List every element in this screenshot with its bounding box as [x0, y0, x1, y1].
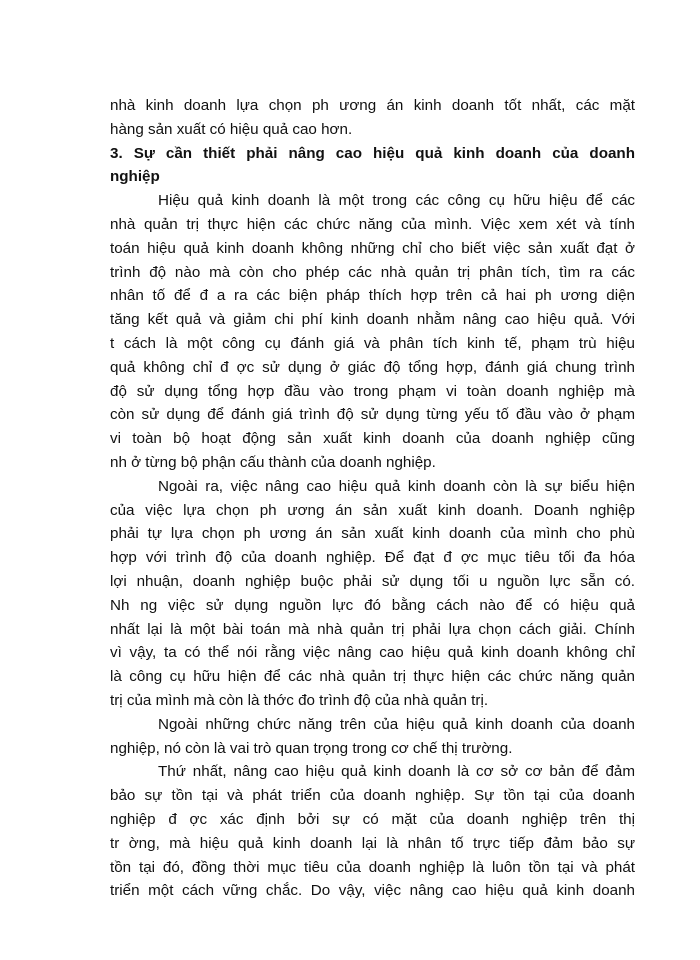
text-line: nhà quản trị thực hiện các chức năng của mình. Việc xem xét và tính	[110, 215, 635, 233]
text-line: hợp với trình độ của doanh nghiệp. Để đạt đ ợc mục tiêu tối đa hóa	[110, 549, 635, 567]
text-line: còn sử dụng để đánh giá trình độ sử dụng từng yếu tố đầu vào ở phạm	[110, 406, 635, 424]
text-line: Ngoài ra, việc nâng cao hiệu quả kinh doanh còn là sự biểu hiện	[158, 477, 635, 495]
text-line: của việc lựa chọn ph ương án sản xuất kinh doanh. Doanh nghiệp	[110, 501, 635, 519]
text-line: tr ờng, mà hiệu quả kinh doanh lại là nhân tố trực tiếp đảm bảo sự	[110, 834, 635, 852]
text-line: vì vậy, ta có thể nói rằng việc nâng cao hiệu quả kinh doanh không chỉ	[110, 644, 635, 662]
text-line: Nh ng việc sử dụng nguồn lực đó bằng cách nào để có hiệu quả	[110, 596, 635, 614]
text-line: nhà kinh doanh lựa chọn ph ương án kinh doanh tốt nhất, các mặt	[110, 97, 635, 114]
text-line: vi toàn bộ hoạt động sản xuất kinh doanh của doanh nghiệp cũng	[110, 430, 635, 448]
text-line: quả không chỉ đ ợc sử dụng ở giác độ tổng hợp, đánh giá chung trình	[110, 358, 635, 376]
text-line: bảo sự tồn tại và phát triển của doanh nghiệp. Sự tồn tại của doanh	[110, 787, 635, 805]
text-line: triển một cách vững chắc. Do vậy, việc nâng cao hiệu quả kinh doanh	[110, 882, 635, 900]
text-line: trình độ nào mà còn cho phép các nhà quản trị phân tích, tìm ra các	[110, 263, 635, 281]
heading-line: nghiệp	[110, 168, 160, 186]
text-line: trị của mình mà còn là thớc đo trình độ của nhà quản trị.	[110, 691, 489, 709]
document-page	[110, 94, 635, 903]
paragraph-2	[110, 475, 635, 713]
text-line: tăng kết quả và giảm chi phí kinh doanh nhằm nâng cao hiệu quả. Với	[110, 311, 635, 329]
text-line: độ sử dụng tổng hợp đầu vào trong phạm vi toàn doanh nghiệp mà	[110, 382, 635, 400]
text-line: nghiệp, nó còn là vai trò quan trọng trong cơ chế thị trường.	[110, 739, 513, 757]
heading-line: 3. Sự cần thiết phải nâng cao hiệu quả kinh doanh của doanh	[110, 144, 635, 162]
text-line: Thứ nhất, nâng cao hiệu quả kinh doanh là cơ sở cơ bản để đảm	[158, 763, 635, 781]
intro-paragraph	[110, 94, 635, 142]
text-line: phải tự lựa chọn ph ương án sản xuất kinh doanh của mình cho phù	[110, 525, 635, 543]
text-line: Ngoài những chức năng trên của hiệu quả kinh doanh của doanh	[158, 715, 635, 733]
text-line: tồn tại đó, đồng thời mục tiêu của doanh nghiệp là luôn tồn tại và phát	[110, 858, 635, 876]
text-line: nh ở từng bộ phận cấu thành của doanh nghiệp.	[110, 453, 436, 471]
text-line: lợi nhuận, doanh nghiệp buộc phải sử dụng tối u nguồn lực sẵn có.	[110, 572, 635, 590]
text-line: Hiệu quả kinh doanh là một trong các công cụ hữu hiệu để các	[158, 192, 635, 210]
text-line: nhân tố để đ a ra các biện pháp thích hợp trên cả hai ph ương diện	[110, 287, 635, 305]
paragraph-1	[110, 189, 635, 475]
text-line: hàng sản xuất có hiệu quả cao hơn.	[110, 120, 353, 138]
text-line: toán hiệu quả kinh doanh không những chỉ cho biết việc sản xuất đạt ở	[110, 239, 635, 257]
text-line: nghiệp đ ợc xác định bởi sự có mặt của doanh nghiệp trên thị	[110, 810, 635, 828]
paragraph-4	[110, 760, 635, 903]
paragraph-3	[110, 713, 635, 761]
text-line: là công cụ hữu hiện để các nhà quản trị thực hiện các chức năng quản	[110, 668, 635, 686]
text-line: nhất lại là một bài toán mà nhà quản trị phải lựa chọn cách giải. Chính	[110, 620, 635, 638]
text-line: t cách là một công cụ đánh giá và phân tích kinh tế, phạm trù hiệu	[110, 334, 635, 352]
section-heading	[110, 142, 635, 190]
